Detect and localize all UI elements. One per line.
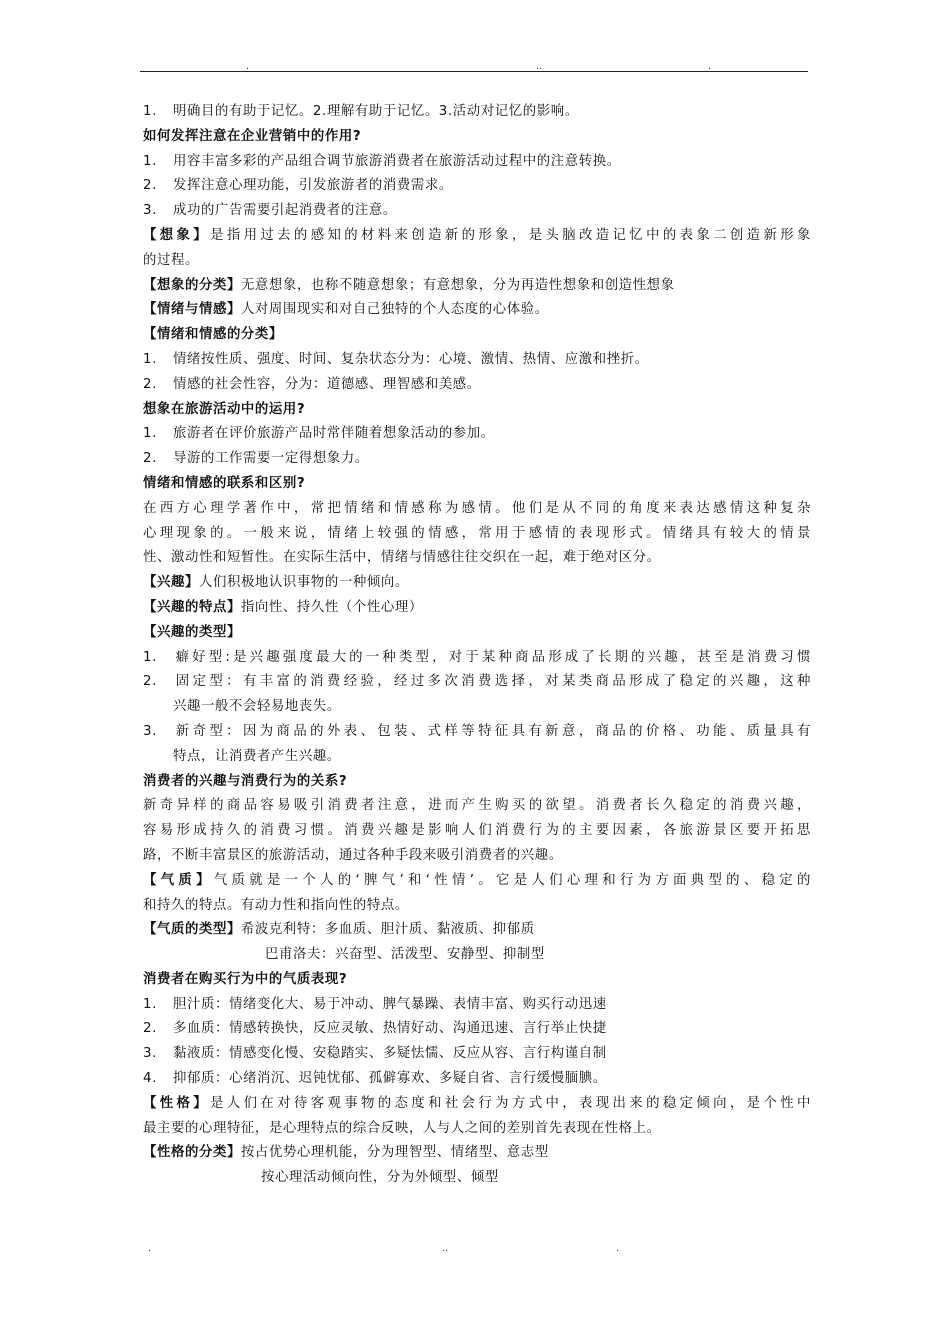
footer-dot-center: .. [442,1243,449,1254]
term-definition-line [143,323,811,348]
section-heading: 消费者的兴趣与消费行为的关系? [143,773,348,789]
continuation-line: 兴趣一般不会轻易地丧失。 [173,699,341,715]
continuation-line: 巴甫洛夫：兴奋型、活泼型、安静型、抑制型 [265,947,545,963]
term-text: 无意想象，也称不随意想象；有意想象，分为再造性想象和创造性想象 [240,277,675,293]
term-label: 【想象的分类】 [143,277,241,293]
term-text: 按占优势心理机能，分为理智型、情绪型、意志型 [240,1145,549,1161]
list-text: 用容丰富多彩的产品组合调节旅游消费者在旅游活动过程中的注意转换。 [173,153,621,169]
list-text: 多血质：情感转换快，反应灵敏、热情好动、沟通迅速、言行举止快捷 [173,1021,607,1037]
paragraph-line: 路，不断丰富景区的旅游活动，通过各种手段来吸引消费者的兴趣。 [143,847,563,863]
list-item [143,447,811,472]
list-item [143,1067,811,1092]
list-number: 3. [143,723,157,739]
term-label: 【想象】 [143,227,211,243]
header-dot-center: .. [536,61,543,72]
header-dot-left: . [246,61,250,72]
list-item [143,1017,811,1042]
list-item [143,670,811,695]
list-number: 2. [143,376,157,392]
paragraph-line: 容易形成持久的消费习惯。消费兴趣是影响人们消费行为的主要因素，各旅游景区要开拓思 [143,823,811,839]
header-dot-right: . [708,61,712,72]
section-heading: 想象在旅游活动中的运用? [143,401,306,417]
list-item [143,100,811,125]
list-text: 新奇型：因为商品的外表、包装、式样等特征具有新意，商品的价格、功能、质量具有 [173,723,811,739]
list-text: 成功的广告需要引起消费者的注意。 [173,203,397,219]
list-item [143,993,811,1018]
term-label: 【性格的分类】 [143,1145,241,1161]
list-text: 情感的社会性容，分为：道德感、理智感和美感。 [173,376,481,392]
list-number: 1. [143,649,157,665]
list-number: 3. [143,203,157,219]
list-number: 1. [143,426,157,442]
term-definition-line [143,621,811,646]
list-number: 1. [143,104,157,119]
term-text: 希波克利特：多血质、胆汁质、黏液质、抑郁质 [240,922,535,938]
paragraph-line: 和持久的特点。有动力性和指向性的特点。 [143,897,409,913]
list-text: 黏液质：情感变化慢、安稳踏实、多疑怯懦、反应从容、言行构谨自制 [173,1046,607,1062]
term-label: 【气质的类型】 [143,922,241,938]
list-item [143,373,811,398]
paragraph-line: 在西方心理学著作中，常把情绪和情感称为感情。他们是从不同的角度来表达感情这种复杂 [143,500,811,516]
list-text: 抑郁质：心绪消沉、迟钝忧郁、孤僻寡欢、多疑自省、言行缓慢腼腆。 [173,1071,607,1087]
term-definition-line [143,918,811,943]
list-item [143,199,811,224]
list-text: 旅游者在评价旅游产品时常伴随着想象活动的参加。 [173,426,495,442]
list-text: 导游的工作需要一定得想象力。 [173,451,369,467]
term-definition-line [143,1092,811,1117]
list-text: 固定型：有丰富的消费经验，经过多次消费选择，对某类商品形成了稳定的兴趣，这种 [173,674,811,690]
term-definition-line [143,224,811,249]
section-heading: 如何发挥注意在企业营销中的作用? [143,128,362,144]
term-label: 【兴趣的特点】 [143,599,241,615]
term-label: 【兴趣】 [143,575,199,591]
term-label: 【兴趣的类型】 [143,624,241,640]
section-heading: 情绪和情感的联系和区别? [143,475,306,491]
term-text: 人们积极地认识事物的一种倾向。 [198,575,409,591]
term-label: 【情绪和情感的分类】 [143,327,283,343]
footer-dot-right: . [616,1243,620,1254]
paragraph-line: 的过程。 [143,252,199,268]
list-number: 3. [143,1046,157,1062]
term-text: 人对周围现实和对自己独特的个人态度的心体验。 [240,302,549,318]
term-definition-line [143,869,811,894]
list-item [143,174,811,199]
list-item [143,720,811,745]
list-number: 1. [143,351,157,367]
list-text: 发挥注意心理功能，引发旅游者的消费需求。 [173,178,453,194]
paragraph-line: 性、激动性和短暂性。在实际生活中，情绪与情感往往交织在一起，难于绝对区分。 [143,550,661,566]
list-text: 情绪按性质、强度、时间、复杂状态分为：心境、激情、热情、应激和挫折。 [173,351,649,367]
list-item [143,422,811,447]
footer-dot-left: . [148,1243,152,1254]
list-number: 1. [143,996,157,1012]
list-number: 2. [143,451,157,467]
document-body [143,100,811,1191]
term-text: 是人们在对待客观事物的态度和社会行为方式中，表现出来的稳定倾向，是个性中 [210,1095,811,1111]
list-item [143,150,811,175]
term-text: 指向性、持久性（个性心理） [240,599,423,615]
term-text: 是指用过去的感知的材料来创造新的形象，是头脑改造记忆中的表象二创造新形象 [210,227,811,243]
list-text: 明确目的有助于记忆。2.理解有助于记忆。3.活动对记忆的影响。 [173,104,579,119]
paragraph-line: 最主要的心理特征，是心理特点的综合反映，人与人之间的差别首先表现在性格上。 [143,1120,661,1136]
continuation-line: 按心理活动倾向性，分为外倾型、倾型 [261,1170,499,1186]
continuation-line: 特点，让消费者产生兴趣。 [173,748,341,764]
list-item [143,646,811,671]
list-item [143,348,811,373]
paragraph-line: 新奇异样的商品容易吸引消费者注意，进而产生购买的欲望。消费者长久稳定的消费兴趣， [143,798,811,814]
list-text: 癖好型:是兴趣强度最大的一种类型，对于某种商品形成了长期的兴趣，甚至是消费习惯 [173,649,811,665]
list-number: 1. [143,153,157,169]
term-definition-line [143,274,811,299]
section-heading: 消费者在购买行为中的气质表现? [143,971,348,987]
list-text: 胆汁质：情绪变化大、易于冲动、脾气暴躁、表情丰富、购买行动迅速 [173,996,607,1012]
term-definition-line [143,571,811,596]
list-item [143,1042,811,1067]
list-number: 2. [143,674,157,690]
term-definition-line [143,298,811,323]
term-definition-line [143,1141,811,1166]
list-number: 2. [143,1021,157,1037]
term-label: 【气质】 [143,872,214,888]
term-definition-line [143,596,811,621]
term-label: 【性格】 [143,1095,211,1111]
list-number: 4. [143,1071,157,1087]
term-text: 气质就是一个人的‘脾气’和‘性情’。它是人们心理和行为方面典型的、稳定的 [213,872,811,888]
list-number: 2. [143,178,157,194]
term-label: 【情绪与情感】 [143,302,241,318]
paragraph-line: 心理现象的。一般来说，情绪上较强的情感，常用于感情的表现形式。情绪具有较大的情景 [143,525,811,541]
